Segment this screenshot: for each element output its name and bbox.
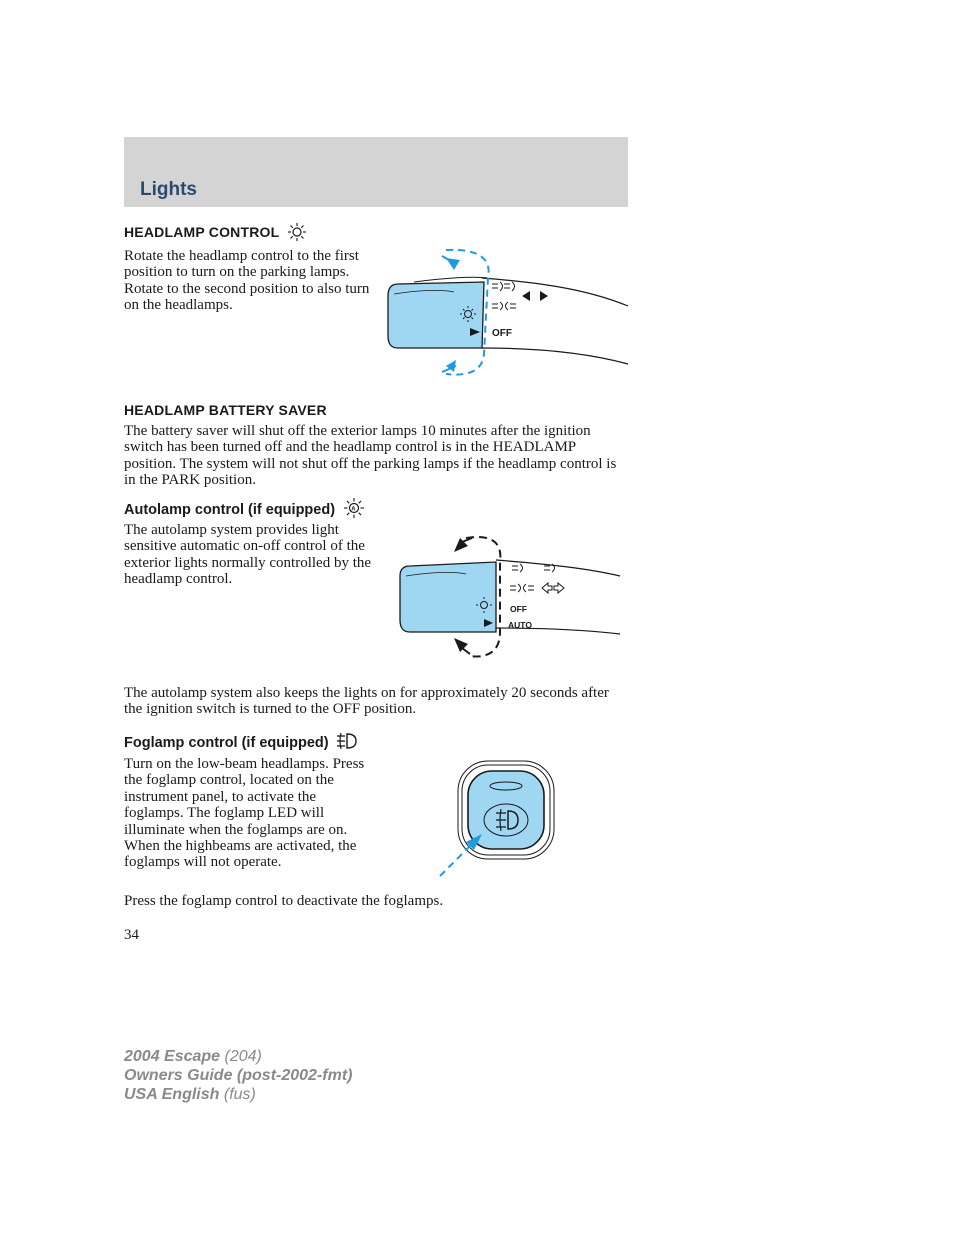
battery-saver-heading: HEADLAMP BATTERY SAVER bbox=[124, 402, 327, 418]
autolamp-control-diagram bbox=[396, 530, 622, 662]
headlamp-control-heading: HEADLAMP CONTROL bbox=[124, 222, 307, 245]
foglamp-icon bbox=[335, 731, 357, 755]
section-title: Lights bbox=[140, 179, 197, 200]
autolamp-text-2: The autolamp system also keeps the lights on for approximately 20 seconds after the ignition switch is turned to the OFF position. bbox=[124, 685, 609, 718]
footer-line-3: USA English (fus) bbox=[124, 1086, 256, 1103]
autolamp-text: The autolamp system provides light sensitive automatic on-off control of the exterior lights normally controlled by the headlamp control. bbox=[124, 522, 372, 588]
footer-line-2: Owners Guide (post-2002-fmt) bbox=[124, 1067, 353, 1084]
page-number: 34 bbox=[124, 927, 139, 943]
headlamp-control-diagram bbox=[384, 248, 630, 380]
battery-saver-text: The battery saver will shut off the exterior lamps 10 minutes after the ignition switch has been turned off and the headlamp control is in the HEADLAMP position. The system will not shut off the parking lamps if the headlamp control is in the PARK position. bbox=[124, 423, 617, 489]
off-label: OFF bbox=[510, 604, 527, 614]
autolamp-icon bbox=[343, 497, 365, 523]
off-label: OFF bbox=[492, 328, 512, 339]
svg-text:A: A bbox=[351, 506, 356, 513]
auto-label: AUTO bbox=[508, 620, 532, 630]
document-footer bbox=[124, 1047, 352, 1104]
autolamp-heading: Autolamp control (if equipped) A bbox=[124, 497, 365, 523]
foglamp-button-diagram bbox=[436, 758, 566, 882]
section-banner bbox=[124, 137, 628, 207]
foglamp-text: Turn on the low-beam headlamps. Press the foglamp control, located on the instrument panel, to activate the foglamps. The foglamp LED will illuminate when the foglamps are on. When the highbeams are activated, the foglamps will not operate. bbox=[124, 756, 365, 871]
headlamp-icon bbox=[287, 222, 307, 245]
foglamp-heading: Foglamp control (if equipped) bbox=[124, 731, 357, 755]
foglamp-text-2: Press the foglamp control to deactivate the foglamps. bbox=[124, 893, 444, 909]
headlamp-control-text: Rotate the headlamp control to the first position to turn on the parking lamps. Rotate to the second position to also turn on the headlamps. bbox=[124, 248, 370, 314]
footer-line-1: 2004 Escape (204) bbox=[124, 1048, 262, 1065]
